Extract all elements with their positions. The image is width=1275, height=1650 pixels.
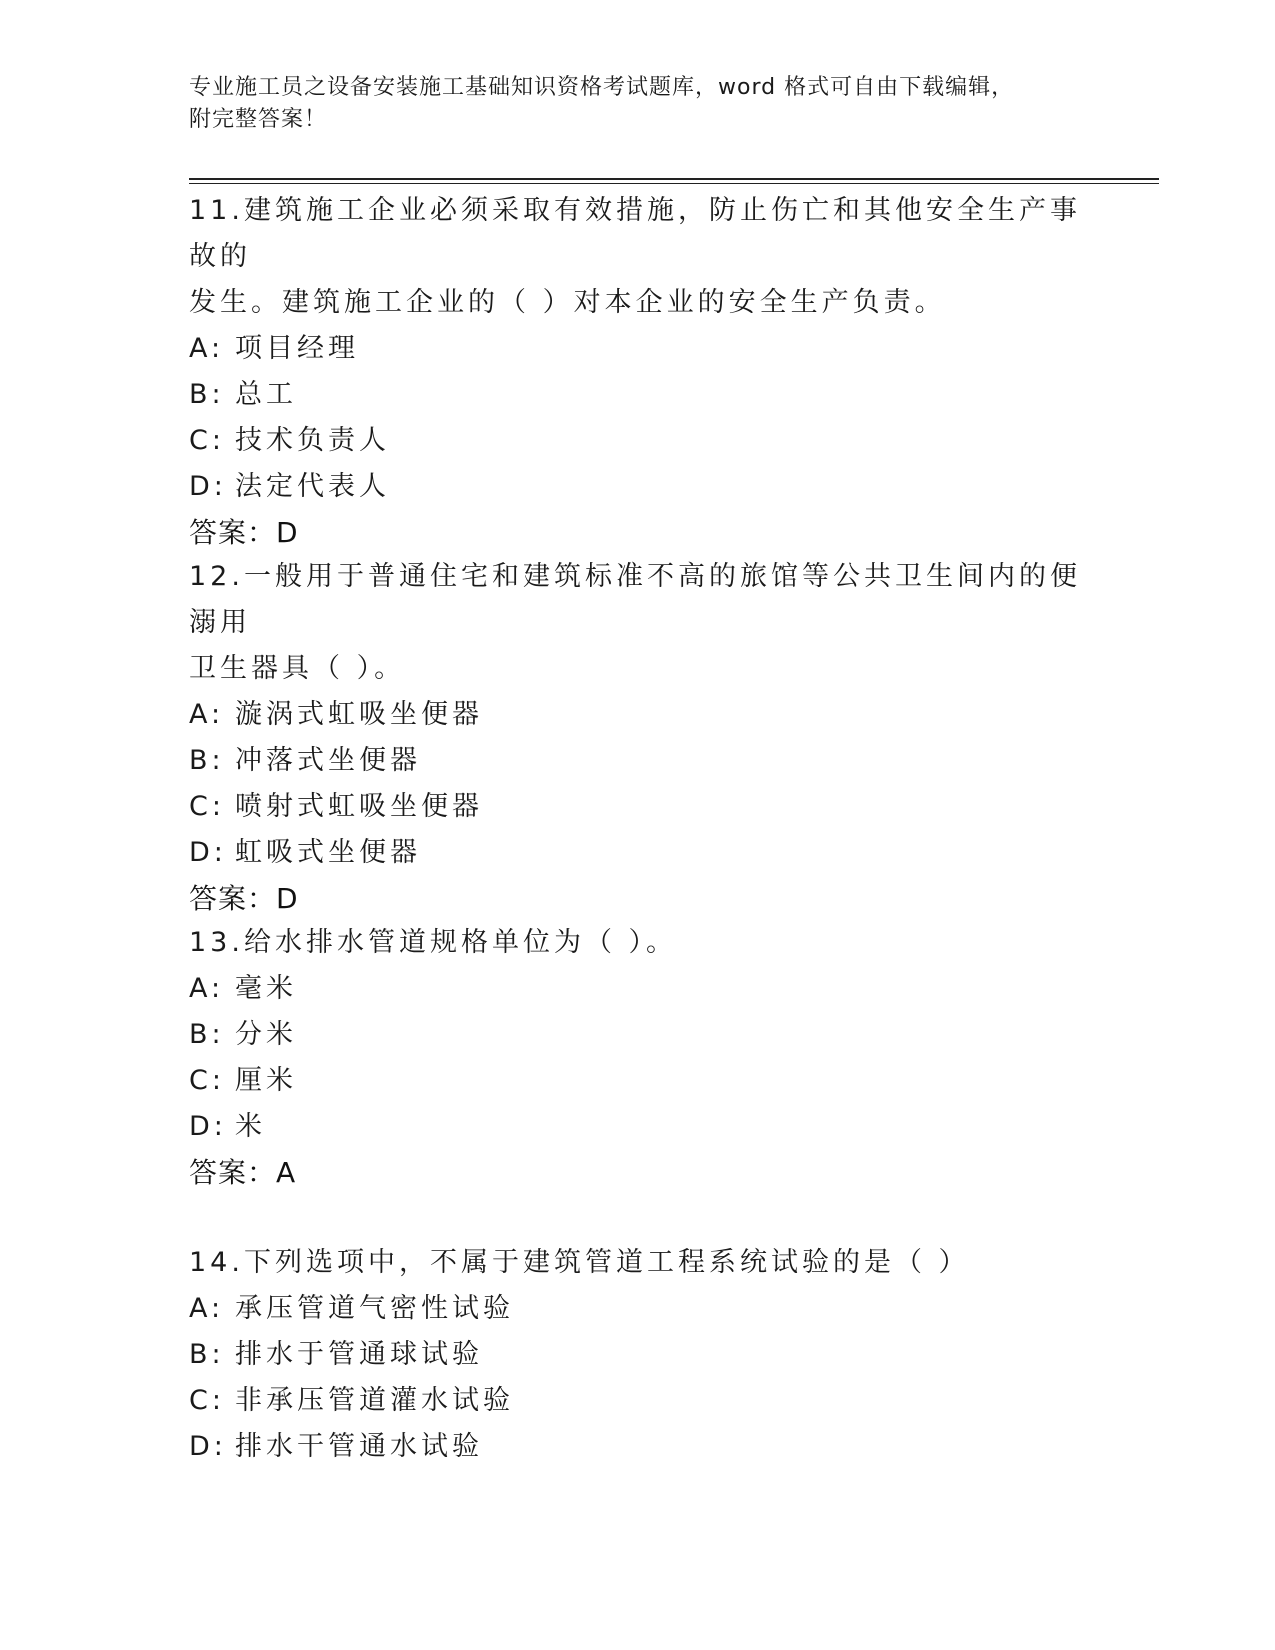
option-text: 非承压管道灌水试验 — [235, 1385, 514, 1416]
answer-line: 答案：D — [189, 882, 299, 915]
question-11 — [189, 188, 1109, 556]
option-b — [189, 372, 1109, 418]
header-line-2: 附完整答案！ — [189, 107, 328, 132]
option-c — [189, 1378, 1109, 1424]
question-stem-line-1: 13.给水排水管道规格单位为（ ）。 — [189, 927, 678, 958]
option-b — [189, 1332, 1109, 1378]
option-key: A: — [189, 333, 225, 364]
option-text: 毫米 — [235, 973, 297, 1004]
question-13 — [189, 920, 1109, 1196]
option-a — [189, 1286, 1109, 1332]
document-header — [189, 72, 1089, 136]
option-key: D: — [189, 471, 227, 502]
option-key: C: — [189, 791, 225, 822]
option-key: D: — [189, 837, 227, 868]
question-stem-line-2: 卫生器具（ ）。 — [189, 653, 406, 684]
question-12 — [189, 554, 1109, 922]
option-key: D: — [189, 1111, 227, 1142]
question-stem-line-2: 发生。建筑施工企业的（ ）对本企业的安全生产负责。 — [189, 287, 946, 318]
option-key: B: — [189, 1019, 225, 1050]
option-d — [189, 1424, 1109, 1470]
option-key: B: — [189, 379, 225, 410]
option-c — [189, 784, 1109, 830]
option-d — [189, 830, 1109, 876]
option-a — [189, 326, 1109, 372]
option-d — [189, 1104, 1109, 1150]
option-d — [189, 464, 1109, 510]
header-divider-thin — [189, 183, 1159, 184]
option-text: 承压管道气密性试验 — [235, 1293, 514, 1324]
question-stem-line-1: 12.一般用于普通住宅和建筑标准不高的旅馆等公共卫生间内的便溺用 — [189, 561, 1081, 638]
option-text: 技术负责人 — [235, 425, 390, 456]
option-text: 米 — [235, 1111, 266, 1142]
option-c — [189, 1058, 1109, 1104]
option-text: 厘米 — [235, 1065, 297, 1096]
option-key: C: — [189, 1065, 225, 1096]
option-key: C: — [189, 1385, 225, 1416]
option-key: B: — [189, 745, 225, 776]
option-key: B: — [189, 1339, 225, 1370]
option-key: A: — [189, 973, 225, 1004]
question-stem-line-1: 14.下列选项中，不属于建筑管道工程系统试验的是（ ） — [189, 1247, 970, 1278]
question-14 — [189, 1240, 1109, 1470]
question-stem-line-1: 11.建筑施工企业必须采取有效措施，防止伤亡和其他安全生产事故的 — [189, 195, 1081, 272]
option-key: A: — [189, 1293, 225, 1324]
header-divider-thick — [189, 178, 1159, 180]
option-text: 排水干管通水试验 — [235, 1431, 483, 1462]
option-text: 项目经理 — [235, 333, 359, 364]
option-text: 冲落式坐便器 — [235, 745, 421, 776]
option-key: D: — [189, 1431, 227, 1462]
option-b — [189, 738, 1109, 784]
option-text: 分米 — [235, 1019, 297, 1050]
option-text: 排水于管通球试验 — [235, 1339, 483, 1370]
header-line-1: 专业施工员之设备安装施工基础知识资格考试题库，word 格式可自由下载编辑， — [189, 75, 1015, 100]
option-text: 总工 — [235, 379, 297, 410]
option-text: 喷射式虹吸坐便器 — [235, 791, 483, 822]
option-text: 虹吸式坐便器 — [235, 837, 421, 868]
answer-line: 答案：D — [189, 516, 299, 549]
option-c — [189, 418, 1109, 464]
option-text: 法定代表人 — [235, 471, 390, 502]
option-key: A: — [189, 699, 225, 730]
answer-line: 答案：A — [189, 1156, 297, 1189]
option-b — [189, 1012, 1109, 1058]
option-a — [189, 692, 1109, 738]
option-key: C: — [189, 425, 225, 456]
option-text: 漩涡式虹吸坐便器 — [235, 699, 483, 730]
option-a — [189, 966, 1109, 1012]
